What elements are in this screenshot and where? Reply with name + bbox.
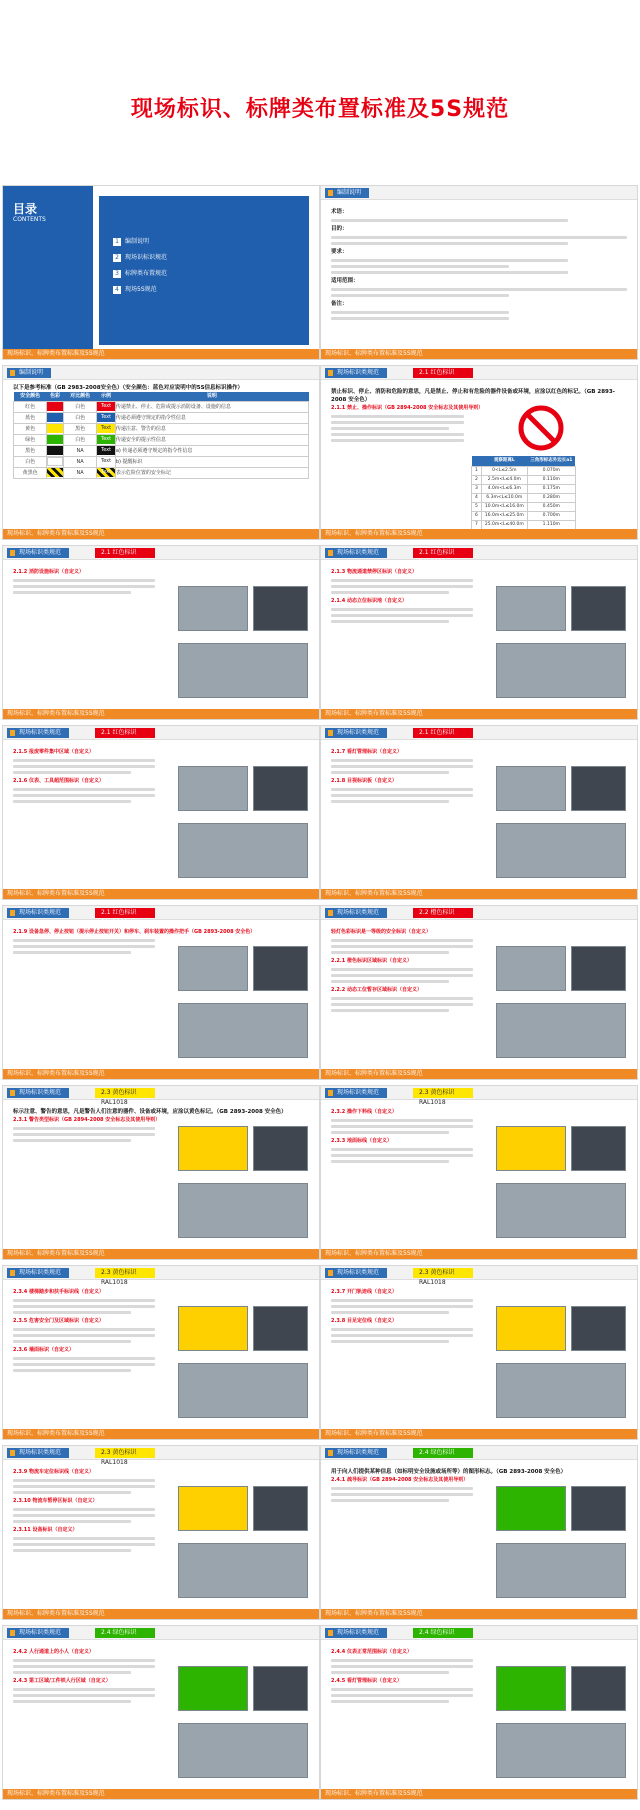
- slide-card: [320, 1445, 638, 1620]
- slide-intro: [320, 185, 638, 360]
- photo-placeholder: [178, 586, 248, 631]
- slide-point: 轻灯色彩标识是一等级的安全标识（自定义）: [331, 929, 432, 935]
- section-tag: 现场标识类规范: [7, 548, 69, 558]
- photo-placeholder: [178, 1543, 308, 1598]
- slide-point: 2.1.6 仪表、工具超范围标识（自定义）: [13, 778, 104, 784]
- slide-point: 2.3.3 地面标线（自定义）: [331, 1138, 392, 1144]
- table-row: 黄黑色 NA Text 表示危险位置的安全标记: [14, 467, 309, 478]
- table-row: 黑色 NA Text a) 传递必须遵守规定的指令性信息: [14, 445, 309, 456]
- slide-point: 2.1.3 物流通道禁停区标识（自定义）: [331, 569, 417, 575]
- photo-placeholder: [178, 1183, 308, 1238]
- section-tag: 现场标识类规范: [7, 1088, 69, 1098]
- slide-footer: 现场标识、标牌类布置标准及5S规范: [3, 1609, 319, 1619]
- photo-placeholder: [178, 946, 248, 991]
- slide-point: 2.1.2 消防设施标识（自定义）: [13, 569, 84, 575]
- photo-placeholder: [496, 946, 566, 991]
- section-tag: 现场标识类规范: [325, 1268, 387, 1278]
- slide-footer: 现场标识、标牌类布置标准及5S规范: [321, 889, 637, 899]
- slide-card: [2, 1085, 320, 1260]
- photo-placeholder: [496, 1666, 566, 1711]
- section-sub-tag: 2.3 黄色标识 RAL1018: [413, 1268, 473, 1278]
- slide-point: 2.3.1 警告类型标识（GB 2894-2008 安全标志及其使用导则）: [13, 1117, 161, 1123]
- toc-item[interactable]: 1 编制说明: [113, 236, 149, 246]
- slide-heading: 禁止标识、停止、消防和危险的意思，凡是禁止、停止和有危险的器件设备或环境，应涂以红色的标记。（GB 2893-2008 安全色）: [331, 389, 615, 403]
- toc-right-panel: [99, 196, 309, 345]
- table-row: 红色 白色 Text 传递禁止、停止、危险或提示消防设备、设施的信息: [14, 401, 309, 412]
- slide-point: 2.3.4 楼梯踏步和扶手标识线（自定义）: [13, 1289, 104, 1295]
- slide-point: 2.4.4 仪表正常范围标识（自定义）: [331, 1649, 412, 1655]
- photo-placeholder: [178, 643, 308, 698]
- photo-placeholder: [178, 823, 308, 878]
- table-row: 2 2.5m<L≤4.0m 0.110m: [472, 476, 576, 485]
- section-tag: 现场标识类规范: [325, 1448, 387, 1458]
- slide-card: [320, 905, 638, 1080]
- slide-card: [2, 1445, 320, 1620]
- photo-placeholder: [253, 1486, 308, 1531]
- slide-footer: 现场标识、标牌类布置标准及5S规范: [321, 1249, 637, 1259]
- section-sub-tag: 2.4 绿色标识 RAL6018: [413, 1448, 473, 1458]
- slide-heading: 标示注意、警告的意思，凡是警告人们注意的器件、设备或环境，应涂以黄色标记。（GB 2893-2008 安全色）: [13, 1109, 287, 1115]
- color-heading: 以下是参考标准（GB 2983-2008安全色）（安全颜色：蓝色对应说明中的5S信息标识操作）: [13, 385, 244, 391]
- table-row: 4 6.3m<L≤10.0m 0.280m: [472, 494, 576, 503]
- photo-placeholder: [178, 1003, 308, 1058]
- photo-placeholder: [571, 1666, 626, 1711]
- section-sub-tag: 2.1 红色标识 RAL3000: [95, 908, 155, 918]
- slide-point: 2.3.2 操作下料线（自定义）: [331, 1109, 397, 1115]
- section-sub-tag: 2.1 红色标识 RAL3000: [413, 728, 473, 738]
- table-row: 绿色 白色 Text 传递安全的提示性信息: [14, 434, 309, 445]
- section-sub-tag: 2.3 黄色标识 RAL1018: [95, 1088, 155, 1098]
- section-sub-tag: 2.4 绿色标识 RAL6018: [413, 1628, 473, 1638]
- slide-point: 2.1.5 报废零件集中区域（自定义）: [13, 749, 94, 755]
- slide-footer: 现场标识、标牌类布置标准及5S规范: [3, 349, 319, 359]
- slide-footer: 现场标识、标牌类布置标准及5S规范: [3, 889, 319, 899]
- photo-placeholder: [496, 1183, 626, 1238]
- slide-card: [320, 545, 638, 720]
- photo-placeholder: [496, 823, 626, 878]
- section-tag: 现场标识类规范: [7, 1628, 69, 1638]
- photo-placeholder: [178, 1126, 248, 1171]
- photo-placeholder: [253, 1126, 308, 1171]
- slide-card: [2, 725, 320, 900]
- section-tag: 现场标识类规范: [325, 368, 387, 378]
- table-row: 白色 NA Text b) 提醒标识: [14, 456, 309, 467]
- slide-footer: 现场标识、标牌类布置标准及5S规范: [321, 1069, 637, 1079]
- section-tag: 编制说明: [7, 368, 51, 378]
- intro-point: 要求：: [331, 249, 348, 255]
- section-tag: 现场标识类规范: [7, 728, 69, 738]
- slide-toc: [2, 185, 320, 360]
- photo-placeholder: [496, 1126, 566, 1171]
- color-table: 安全颜色 色彩 对比颜色 示例 说明 红色 白色 Text 传递禁止、停止、危险或提示消防设备、设施的信息 蓝色 白色 Text 传递必须遵守规定的指令性信息 黄色 黑色 Text 传递注意、警告的信息 绿色 白色 Text 传递安全的提示性信息 黑色 NA Text a) 传递必须遵守规定的指令性信息 白色 NA Text b) 提醒标识 黄黑色 NA Text 表示危险位置的安全标记: [13, 392, 309, 479]
- slide-card: [320, 725, 638, 900]
- toc-left-panel: [3, 186, 93, 359]
- photo-placeholder: [496, 1363, 626, 1418]
- photo-placeholder: [253, 586, 308, 631]
- photo-placeholder: [571, 1486, 626, 1531]
- photo-placeholder: [178, 1486, 248, 1531]
- table-row: 黄色 黑色 Text 传递注意、警告的信息: [14, 423, 309, 434]
- slide-point: 2.1.8 目视标识板（自定义）: [331, 778, 397, 784]
- slide-footer: 现场标识、标牌类布置标准及5S规范: [3, 709, 319, 719]
- slide-heading: 用于向人们提供某种信息（如标明安全设施或场所等）的图形标志。（GB 2893-2008 安全色）: [331, 1469, 567, 1475]
- slide-point: 2.3.8 目足定位线（自定义）: [331, 1318, 397, 1324]
- photo-placeholder: [496, 643, 626, 698]
- photo-placeholder: [496, 1306, 566, 1351]
- photo-placeholder: [178, 1723, 308, 1778]
- photo-placeholder: [496, 766, 566, 811]
- section-tag: 现场标识类规范: [7, 1448, 69, 1458]
- slide-footer: 现场标识、标牌类布置标准及5S规范: [321, 1429, 637, 1439]
- photo-placeholder: [253, 766, 308, 811]
- table-row: 6 16.0m<L≤25.0m 0.700m: [472, 512, 576, 521]
- slide-point: 2.3.11 设备标识（自定义）: [13, 1527, 78, 1533]
- photo-placeholder: [571, 946, 626, 991]
- section-sub-tag: 2.2 橙色标识 RAL2000: [413, 908, 473, 918]
- slide-point: 2.1.1 禁止、操作标识（GB 2894-2008 安全标志及其使用导则）: [331, 405, 484, 411]
- table-row: 3 4.0m<L≤6.3m 0.175m: [472, 485, 576, 494]
- slide-footer: 现场标识、标牌类布置标准及5S规范: [321, 1789, 637, 1799]
- section-tag: 现场标识类规范: [325, 548, 387, 558]
- toc-item[interactable]: 3 标牌类布置规范: [113, 268, 167, 278]
- table-row: 7 25.0m<L≤40.0m 1.110m: [472, 521, 576, 530]
- no-entry-sign-icon: [511, 404, 571, 452]
- section-sub-tag: 2.3 黄色标识 RAL1018: [95, 1448, 155, 1458]
- photo-placeholder: [253, 946, 308, 991]
- slide-footer: 现场标识、标牌类布置标准及5S规范: [3, 1069, 319, 1079]
- section-tag: 现场标识类规范: [325, 728, 387, 738]
- section-tag: 现场标识类规范: [7, 908, 69, 918]
- intro-point: 备注：: [331, 301, 348, 307]
- slide-footer: 现场标识、标牌类布置标准及5S规范: [3, 529, 319, 539]
- photo-placeholder: [496, 1723, 626, 1778]
- slide-card: [2, 1625, 320, 1800]
- section-sub-tag: 2.3 黄色标识 RAL1018: [95, 1268, 155, 1278]
- slide-footer: 现场标识、标牌类布置标准及5S规范: [321, 1609, 637, 1619]
- photo-placeholder: [571, 766, 626, 811]
- photo-placeholder: [178, 1306, 248, 1351]
- photo-placeholder: [571, 586, 626, 631]
- slide-footer: 现场标识、标牌类布置标准及5S规范: [3, 1429, 319, 1439]
- main-title: 现场标识、标牌类布置标准及5S规范: [130, 97, 510, 122]
- photo-placeholder: [496, 1486, 566, 1531]
- slide-point: 2.1.4 动态立位标识地（自定义）: [331, 598, 407, 604]
- slide-footer: 现场标识、标牌类布置标准及5S规范: [321, 529, 637, 539]
- section-sub-tag: 2.1 红色标识 RAL3000: [95, 548, 155, 558]
- photo-placeholder: [253, 1666, 308, 1711]
- slide-card: [2, 545, 320, 720]
- section-tag: 现场标识类规范: [7, 1268, 69, 1278]
- slide-point: 2.3.9 物流车定位标识线（自定义）: [13, 1469, 94, 1475]
- slide-point: 2.3.5 危害安全门及区域标识（自定义）: [13, 1318, 104, 1324]
- toc-item[interactable]: 2 现场识标识规范: [113, 252, 167, 262]
- section-sub-tag: 2.1 红色标识 RAL3000: [413, 368, 473, 378]
- photo-placeholder: [253, 1306, 308, 1351]
- slide-footer: 现场标识、标牌类布置标准及5S规范: [3, 1249, 319, 1259]
- section-sub-tag: 2.1 红色标识 RAL3000: [95, 728, 155, 738]
- slide-point: 2.4.3 第工区域/工件铁人行区域（自定义）: [13, 1678, 111, 1684]
- slide-2-1-1: [320, 365, 638, 540]
- photo-placeholder: [178, 1666, 248, 1711]
- intro-point: 术语：: [331, 209, 348, 215]
- section-tag: 现场标识类规范: [325, 908, 387, 918]
- slide-point: 2.4.2 人行通道上的小人（自定义）: [13, 1649, 94, 1655]
- slide-point: 2.1.9 设备急停、停止按钮（提示停止按钮开关）和停车、刹车装置的操作把手（GB 2893-2008 安全色）: [13, 929, 256, 935]
- photo-placeholder: [496, 1543, 626, 1598]
- table-row: 蓝色 白色 Text 传递必须遵守规定的指令性信息: [14, 412, 309, 423]
- slide-point: 2.3.6 墙面标识（自定义）: [13, 1347, 74, 1353]
- photo-placeholder: [496, 586, 566, 631]
- intro-point: 目的：: [331, 226, 348, 232]
- slide-footer: 现场标识、标牌类布置标准及5S规范: [321, 349, 637, 359]
- slide-card: [2, 905, 320, 1080]
- slide-point: 2.3.10 物流车暂停区标识（自定义）: [13, 1498, 98, 1504]
- photo-placeholder: [571, 1306, 626, 1351]
- slide-card: [320, 1625, 638, 1800]
- slide-color-table: [2, 365, 320, 540]
- title-band: [0, 0, 640, 180]
- section-sub-tag: 2.1 红色标识 RAL3000: [413, 548, 473, 558]
- slide-point: 2.2.2 动态工位暂存区域标识（自定义）: [331, 987, 422, 993]
- section-tag: 现场标识类规范: [325, 1088, 387, 1098]
- photo-placeholder: [178, 1363, 308, 1418]
- toc-subtitle: CONTENTS: [13, 216, 46, 223]
- slide-card: [2, 1265, 320, 1440]
- table-row: 1 0<L≤2.5m 0.070m: [472, 467, 576, 476]
- slide-card: [320, 1085, 638, 1260]
- toc-item[interactable]: 4 现场5S规范: [113, 284, 157, 294]
- toc-title: 目录: [13, 202, 38, 216]
- slide-card: [320, 1265, 638, 1440]
- slide-footer: 现场标识、标牌类布置标准及5S规范: [321, 709, 637, 719]
- slide-point: 2.4.1 疏导标识（GB 2894-2008 安全标志及其使用导则）: [331, 1477, 469, 1483]
- section-tag: 编制说明: [325, 188, 369, 198]
- section-sub-tag: 2.4 绿色标识 RAL6018: [95, 1628, 155, 1638]
- section-sub-tag: 2.3 黄色标识 RAL1018: [413, 1088, 473, 1098]
- intro-point: 适用范围：: [331, 278, 359, 284]
- sign-size-table: 观察距离L 三角形标志外边长a1 1 0<L≤2.5m 0.070m 2 2.5m<L≤4.0m 0.110m 3 4.0m<L≤6.3m 0.175m 4 6.3m<L≤10.0m 0.280m 5 10.0m<L≤16.0m 0.450m 6 16.0m<L≤25.0m 0.700m 7 25.0m<L≤40.0m 1.110m: [471, 456, 576, 530]
- section-tag: 现场标识类规范: [325, 1628, 387, 1638]
- slide-point: 2.3.7 开门轨迹线（自定义）: [331, 1289, 397, 1295]
- slide-footer: 现场标识、标牌类布置标准及5S规范: [3, 1789, 319, 1799]
- slide-point: 2.4.5 看灯管理标识（自定义）: [331, 1678, 402, 1684]
- table-row: 5 10.0m<L≤16.0m 0.450m: [472, 503, 576, 512]
- photo-placeholder: [178, 766, 248, 811]
- photo-placeholder: [571, 1126, 626, 1171]
- slide-point: 2.2.1 橙色标识区域标识（自定义）: [331, 958, 412, 964]
- slide-point: 2.1.7 看灯管理标识（自定义）: [331, 749, 402, 755]
- photo-placeholder: [496, 1003, 626, 1058]
